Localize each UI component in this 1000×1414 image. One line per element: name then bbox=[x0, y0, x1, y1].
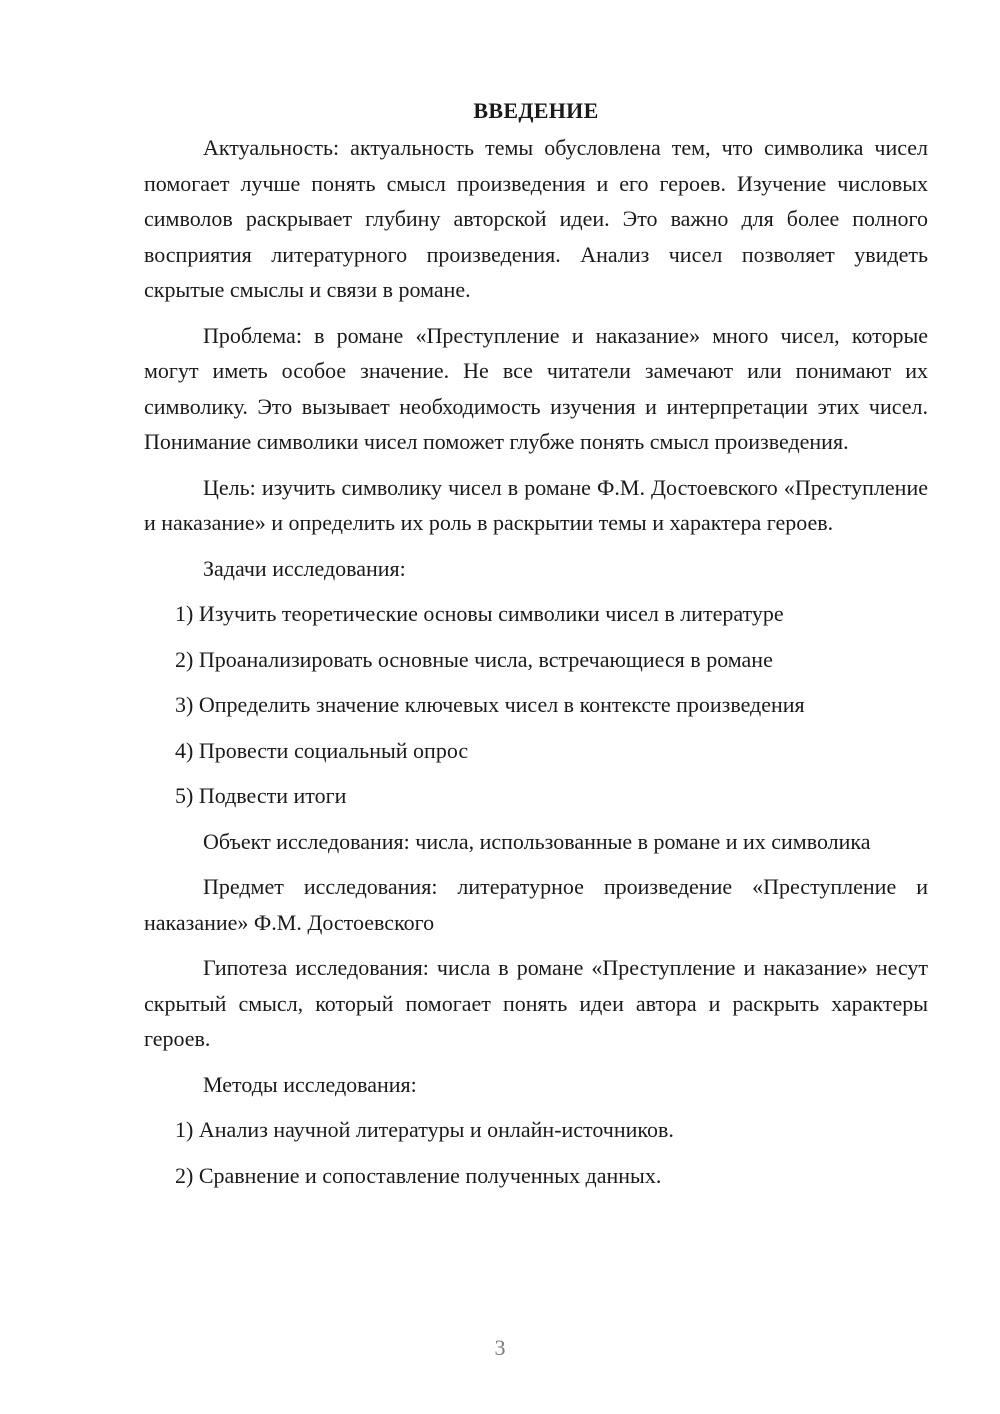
method-item-1: 1) Анализ научной литературы и онлайн-источников. bbox=[175, 1117, 674, 1142]
task-item-2: 2) Проанализировать основные числа, встречающиеся в романе bbox=[175, 646, 773, 672]
object-paragraph: Объект исследования: числа, использованные в романе и их символика bbox=[203, 828, 871, 854]
task-item-1: 1) Изучить теоретические основы символики чисел в литературе bbox=[175, 601, 784, 626]
goal-paragraph: Цель: изучить символику чисел в романе Ф.М. Достоевского «Преступление и наказание» и определить их роль в раскрытии темы и характера героев. bbox=[144, 474, 928, 535]
document-page bbox=[144, 94, 928, 1203]
task-item-3: 3) Определить значение ключевых чисел в контексте произведения bbox=[175, 692, 805, 717]
task-item-4: 4) Провести социальный опрос bbox=[175, 737, 469, 763]
methods-label: Методы исследования: bbox=[203, 1071, 417, 1097]
page-number: 3 bbox=[494, 1335, 506, 1360]
section-title: ВВЕДЕНИЕ bbox=[473, 98, 599, 123]
hypothesis-paragraph: Гипотеза исследования: числа в романе «Преступление и наказание» несут скрытый смысл, который помогает понять идеи автора и раскрыть характеры героев. bbox=[144, 955, 928, 1051]
task-item-5: 5) Подвести итоги bbox=[175, 783, 347, 808]
tasks-label: Задачи исследования: bbox=[203, 555, 406, 581]
method-item-2: 2) Сравнение и сопоставление полученных данных. bbox=[175, 1162, 662, 1188]
relevance-paragraph: Актуальность: актуальность темы обусловлена тем, что символика чисел помогает лучше понять смысл произведения и его героев. Изучение числовых символов раскрывает глубину авторской идеи. Это важно для более полного восприятия литературного произведения. Анализ чисел позволяет увидеть скрытые смыслы и связи в романе. bbox=[144, 135, 928, 302]
problem-paragraph: Проблема: в романе «Преступление и наказание» много чисел, которые могут иметь особое значение. Не все читатели замечают или понимают их символику. Это вызывает необходимость изучения и интерпретации этих чисел. Понимание символики чисел поможет глубже понять смысл произведения. bbox=[144, 322, 928, 454]
subject-paragraph: Предмет исследования: литературное произведение «Преступление и наказание» Ф.М. Достоевского bbox=[144, 874, 928, 935]
